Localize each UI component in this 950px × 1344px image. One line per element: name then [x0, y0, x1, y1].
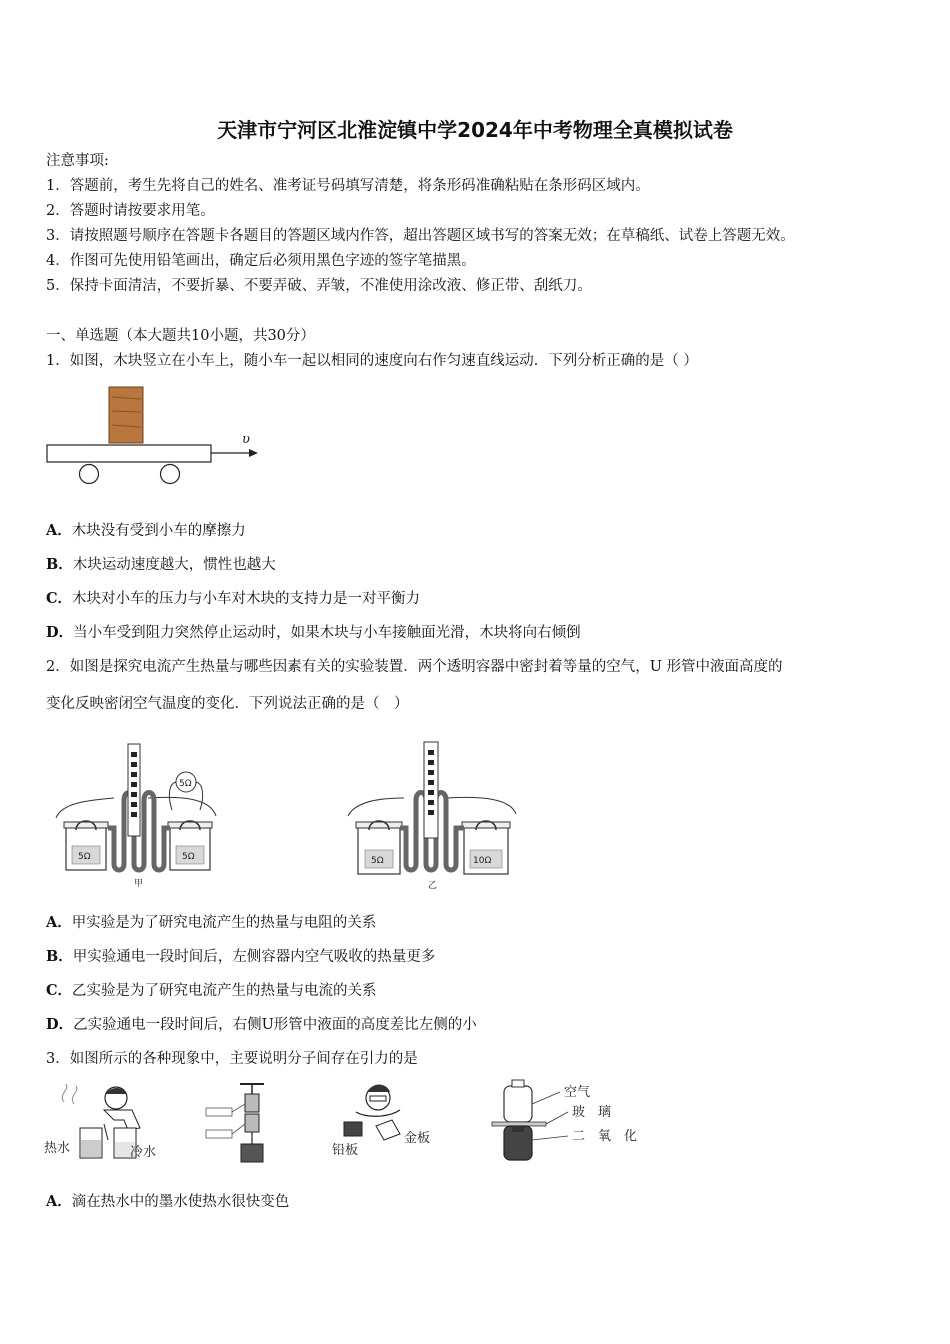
q1-cart-figure	[46, 385, 266, 490]
option-letter: A．	[46, 914, 72, 931]
option-text: 甲实验是为了研究电流产生的热量与电阻的关系	[71, 915, 377, 931]
page-title: 天津市宁河区北淮淀镇中学2024年中考物理全真模拟试卷	[217, 118, 733, 142]
q2-figure-yi	[346, 740, 521, 890]
option-letter: A．	[46, 1193, 72, 1210]
notice-item: 4．作图可先使用铅笔画出，确定后必须用黑色字迹的签字笔描黑。	[46, 253, 476, 269]
q2-figure-jia	[52, 740, 222, 890]
q2-option-b[interactable]	[46, 947, 435, 967]
option-letter: D．	[46, 624, 74, 641]
resistor-label: 10Ω	[473, 856, 492, 866]
scale-ruler	[128, 744, 140, 836]
notice-item: 2．答题时请按要求用笔。	[46, 203, 215, 219]
resistor-label: 5Ω	[371, 856, 384, 866]
resistor-label: 5Ω	[182, 852, 195, 862]
cart-wheel	[80, 465, 99, 484]
option-letter: B．	[46, 556, 73, 573]
fig-label: 金板	[404, 1131, 431, 1146]
resistor-label: 5Ω	[179, 779, 192, 789]
option-text: 木块运动速度越大，惯性也越大	[72, 557, 276, 573]
option-text: 滴在热水中的墨水使热水很快变色	[71, 1194, 290, 1210]
figure-caption: 甲	[134, 879, 144, 889]
option-text: 木块没有受到小车的摩擦力	[71, 523, 246, 539]
option-letter: A．	[46, 522, 72, 539]
option-text: 乙实验是为了研究电流产生的热量与电流的关系	[72, 983, 377, 999]
option-letter: B．	[46, 948, 73, 965]
q2-option-c[interactable]	[46, 981, 377, 1001]
notice-item: 5．保持卡面清洁，不要折暴、不要弄破、弄皱，不准使用涂改液、修正带、刮纸刀。	[46, 278, 592, 294]
fig-label: 空气	[564, 1085, 591, 1100]
notice-item: 1．答题前，考生先将自己的姓名、准考证号码填写清楚，将条形码准确粘贴在条形码区域内。	[46, 178, 650, 194]
q3-option-a[interactable]	[46, 1192, 289, 1212]
q1-option-b[interactable]	[46, 555, 276, 575]
q1-option-d[interactable]	[46, 623, 581, 643]
option-letter: C．	[46, 982, 73, 999]
fig-label: 冷水	[130, 1145, 157, 1160]
q2-option-a[interactable]	[46, 913, 376, 933]
option-text: 甲实验通电一段时间后，左侧容器内空气吸收的热量更多	[72, 949, 436, 965]
option-text: 当小车受到阻力突然停止运动时，如果木块与小车接触面光滑，木块将向右倾倒	[73, 625, 581, 641]
figure-caption: 乙	[428, 881, 438, 891]
q3-figure-lead-gold	[326, 1082, 446, 1162]
velocity-label: υ	[242, 432, 250, 447]
resistor-label: 5Ω	[78, 852, 91, 862]
q1-option-c[interactable]	[46, 589, 420, 609]
q2-stem-line2: 变化反映密闭空气温度的变化．下列说法正确的是（ ）	[46, 696, 409, 712]
notice-heading: 注意事项:	[46, 153, 109, 169]
section-heading: 一、单选题（本大题共10小题，共30分）	[46, 328, 315, 344]
q2-option-d[interactable]	[46, 1015, 477, 1035]
q3-figure-gas-diffusion	[488, 1080, 638, 1164]
q2-stem-line1: 2．如图是探究电流产生热量与哪些因素有关的实验装置．两个透明容器中密封着等量的空气，U 形管中液面高度的	[46, 659, 783, 675]
fig-label: 热水	[44, 1141, 71, 1156]
cart-wheel	[161, 465, 180, 484]
q3-stem: 3．如图所示的各种现象中，主要说明分子间存在引力的是	[46, 1051, 418, 1067]
cart-body	[47, 445, 211, 462]
option-letter: D．	[46, 1016, 74, 1033]
q3-figure-lead-cylinders	[204, 1084, 274, 1166]
option-text: 木块对小车的压力与小车对木块的支持力是一对平衡力	[72, 591, 421, 607]
option-text: 乙实验通电一段时间后，右侧U形管中液面的高度差比左侧的小	[73, 1017, 477, 1033]
wood-block	[109, 387, 143, 443]
q3-figure-ink-water	[44, 1084, 164, 1170]
fig-label: 铅板	[332, 1143, 359, 1158]
q1-stem: 1．如图，木块竖立在小车上，随小车一起以相同的速度向右作匀速直线运动．下列分析正确的是（ ）	[46, 353, 698, 369]
q1-option-a[interactable]	[46, 521, 246, 541]
notice-item: 3．请按照题号顺序在答题卡各题目的答题区域内作答，超出答题区域书写的答案无效；在草稿纸、试卷上答题无效。	[46, 228, 795, 244]
option-letter: C．	[46, 590, 73, 607]
fig-label: 玻 璃	[572, 1105, 612, 1120]
fig-label: 二 氧 化	[572, 1129, 638, 1144]
